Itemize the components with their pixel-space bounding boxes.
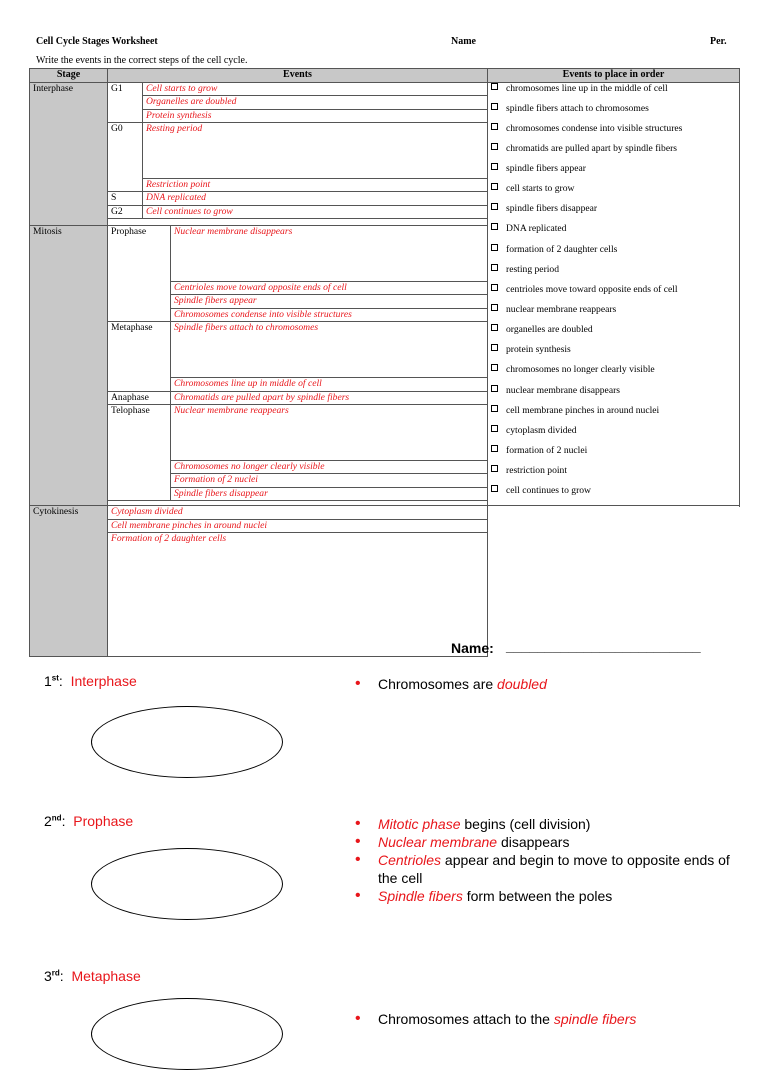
- section-1-bullets: [353, 675, 753, 693]
- substage-g1: G1: [108, 82, 143, 123]
- answer-telophase-1: Nuclear membrane reappears: [171, 405, 488, 461]
- checkbox-icon[interactable]: [491, 485, 498, 492]
- section-2-stage: Prophase: [73, 813, 134, 829]
- order-item: resting period: [488, 264, 739, 284]
- order-header: Events to place in order: [488, 69, 740, 83]
- answer-g1-2: Organelles are doubled: [143, 96, 488, 110]
- order-item: spindle fibers disappear: [488, 203, 739, 223]
- notes-name-label: Name:: [451, 640, 494, 656]
- events-header: Events: [108, 69, 488, 83]
- checkbox-icon[interactable]: [491, 264, 498, 271]
- stage-cytokinesis: Cytokinesis: [30, 506, 108, 657]
- answer-cytokinesis-2: Cell membrane pinches in around nuclei: [108, 520, 487, 534]
- answer-s-1: DNA replicated: [143, 192, 488, 206]
- section-1-stage: Interphase: [70, 673, 137, 689]
- instructions: Write the events in the correct steps of the cell cycle.: [36, 55, 248, 66]
- order-item: chromosomes line up in the middle of cell: [488, 83, 739, 103]
- checkbox-icon[interactable]: [491, 344, 498, 351]
- answer-metaphase-2: Chromosomes line up in middle of cell: [171, 378, 488, 392]
- substage-metaphase: Metaphase: [108, 322, 171, 391]
- checkbox-icon[interactable]: [491, 244, 498, 251]
- section-3-heading: 3rd: Metaphase: [44, 968, 141, 984]
- name-label: Name: [451, 36, 476, 47]
- stage-mitosis: Mitosis: [30, 226, 108, 506]
- drawing-oval[interactable]: [91, 998, 283, 1070]
- stage-header: Stage: [30, 69, 108, 83]
- bullet-item: • Chromosomes attach to the spindle fibers: [353, 1010, 753, 1028]
- answer-telophase-4: Spindle fibers disappear: [171, 487, 488, 501]
- order-item: nuclear membrane reappears: [488, 304, 739, 324]
- order-item: chromatids are pulled apart by spindle fibers: [488, 143, 739, 163]
- answer-g2-1: Cell continues to grow: [143, 205, 488, 219]
- checkbox-icon[interactable]: [491, 445, 498, 452]
- order-item: nuclear membrane disappears: [488, 385, 739, 405]
- order-list: [488, 83, 739, 506]
- substage-prophase: Prophase: [108, 226, 171, 322]
- order-item: DNA replicated: [488, 223, 739, 243]
- section-3-bullets: [353, 1010, 753, 1028]
- order-item: cytoplasm divided: [488, 425, 739, 445]
- substage-telophase: Telophase: [108, 405, 171, 501]
- bullet-item: • Chromosomes are doubled: [353, 675, 753, 693]
- answer-metaphase-1: Spindle fibers attach to chromosomes: [171, 322, 488, 378]
- stage-interphase: Interphase: [30, 82, 108, 226]
- checkbox-icon[interactable]: [491, 183, 498, 190]
- order-item: cell starts to grow: [488, 183, 739, 203]
- bullet-item: • Mitotic phase begins (cell division): [353, 815, 733, 833]
- substage-g2: G2: [108, 205, 143, 219]
- answer-cytokinesis-1: Cytoplasm divided: [108, 506, 487, 520]
- order-item: chromosomes no longer clearly visible: [488, 364, 739, 384]
- order-item: protein synthesis: [488, 344, 739, 364]
- order-item: formation of 2 nuclei: [488, 445, 739, 465]
- order-item: chromosomes condense into visible structures: [488, 123, 739, 143]
- checkbox-icon[interactable]: [491, 405, 498, 412]
- order-item: organelles are doubled: [488, 324, 739, 344]
- checkbox-icon[interactable]: [491, 203, 498, 210]
- checkbox-icon[interactable]: [491, 324, 498, 331]
- order-item: restriction point: [488, 465, 739, 485]
- cytokinesis-answers-cell: [108, 506, 488, 657]
- answer-telophase-3: Formation of 2 nuclei: [171, 474, 488, 488]
- answer-prophase-1: Nuclear membrane disappears: [171, 226, 488, 282]
- checkbox-icon[interactable]: [491, 223, 498, 230]
- drawing-oval[interactable]: [91, 706, 283, 778]
- checkbox-icon[interactable]: [491, 103, 498, 110]
- drawing-oval[interactable]: [91, 848, 283, 920]
- checkbox-icon[interactable]: [491, 83, 498, 90]
- period-label: Per.: [710, 36, 727, 47]
- answer-g1-3: Protein synthesis: [143, 109, 488, 123]
- answer-cytokinesis-3: Formation of 2 daughter cells: [111, 533, 227, 545]
- cell-cycle-table: [29, 68, 740, 657]
- order-item: cell continues to grow: [488, 485, 739, 505]
- answer-g0-1: Resting period: [143, 123, 488, 179]
- section-2-bullets: [353, 815, 733, 905]
- checkbox-icon[interactable]: [491, 465, 498, 472]
- section-1-heading: 1st: Interphase: [44, 673, 137, 689]
- bullet-item: • Centrioles appear and begin to move to opposite ends of the cell: [353, 851, 733, 887]
- checkbox-icon[interactable]: [491, 385, 498, 392]
- section-3-stage: Metaphase: [71, 968, 141, 984]
- bullet-item: • Spindle fibers form between the poles: [353, 887, 733, 905]
- answer-g0-2: Restriction point: [143, 178, 488, 192]
- checkbox-icon[interactable]: [491, 163, 498, 170]
- substage-anaphase: Anaphase: [108, 391, 171, 405]
- answer-prophase-2: Centrioles move toward opposite ends of cell: [171, 281, 488, 295]
- checkbox-icon[interactable]: [491, 123, 498, 130]
- worksheet-title: Cell Cycle Stages Worksheet: [36, 36, 158, 47]
- checkbox-icon[interactable]: [491, 364, 498, 371]
- order-item: formation of 2 daughter cells: [488, 244, 739, 264]
- substage-s: S: [108, 192, 143, 206]
- order-item: cell membrane pinches in around nuclei: [488, 405, 739, 425]
- answer-anaphase-1: Chromatids are pulled apart by spindle fibers: [171, 391, 488, 405]
- answer-prophase-4: Chromosomes condense into visible structures: [171, 308, 488, 322]
- order-list-cell: [488, 82, 740, 506]
- order-item: spindle fibers attach to chromosomes: [488, 103, 739, 123]
- order-item: centrioles move toward opposite ends of cell: [488, 284, 739, 304]
- answer-g1-1: Cell starts to grow: [143, 82, 488, 96]
- checkbox-icon[interactable]: [491, 304, 498, 311]
- bullet-item: • Nuclear membrane disappears: [353, 833, 733, 851]
- checkbox-icon[interactable]: [491, 143, 498, 150]
- notes-name-line[interactable]: _________________________: [506, 638, 701, 654]
- substage-g0: G0: [108, 123, 143, 192]
- answer-telophase-2: Chromosomes no longer clearly visible: [171, 460, 488, 474]
- answer-prophase-3: Spindle fibers appear: [171, 295, 488, 309]
- order-item: spindle fibers appear: [488, 163, 739, 183]
- section-2-heading: 2nd: Prophase: [44, 813, 134, 829]
- checkbox-icon[interactable]: [491, 284, 498, 291]
- checkbox-icon[interactable]: [491, 425, 498, 432]
